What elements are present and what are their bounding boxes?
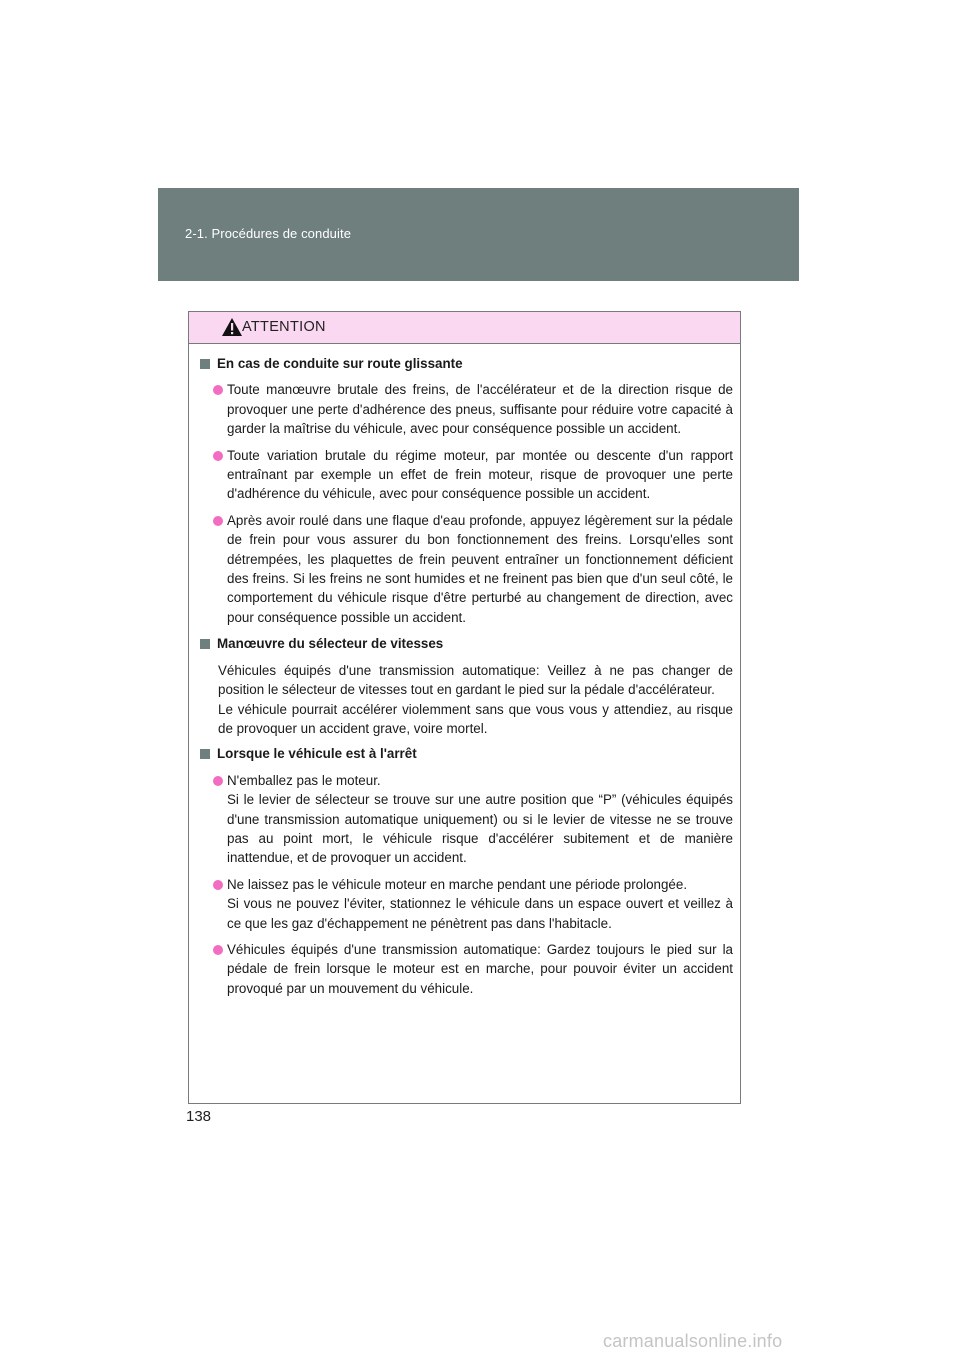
dot-bullet-icon	[213, 945, 223, 955]
dot-bullet-icon	[213, 776, 223, 786]
list-item: Ne laissez pas le véhicule moteur en marche pendant une période prolongée. Si vous ne pouvez l'éviter, stationnez le véhicule dans un espace ouvert et veillez à ce que les gaz d'échappement ne pénètrent pas dans l'habitacle.	[199, 875, 733, 933]
warning-header	[189, 312, 740, 344]
watermark: carmanualsonline.info	[603, 1331, 783, 1351]
dot-bullet-icon	[213, 516, 223, 526]
warning-triangle-icon	[221, 317, 243, 337]
section-heading: En cas de conduite sur route glissante	[199, 354, 733, 373]
list-item: Après avoir roulé dans une flaque d'eau profonde, appuyez légèrement sur la pédale de frein pour vous assurer du bon fonctionnement des freins. Lorsqu'elles sont détrempées, les plaquettes de frein peuvent entraîner un fonctionnement déficient des freins. Si les freins ne sont humides et ne freinent pas bien que d'un seul côté, le comportement du véhicule risque d'être perturbé au changement de direction, avec pour conséquence possible un accident.	[199, 511, 733, 627]
section-header-band	[158, 188, 799, 281]
list-item: N'emballez pas le moteur. Si le levier de sélecteur se trouve sur une autre position que “P” (véhicules équipés d'une transmission automatique uniquement) ou si le levier de vitesse ne se trouve pas au point mort, le véhicule risque d'accélérer subitement et de manière inattendue, et de provoquer un accident.	[199, 771, 733, 868]
list-item: Toute variation brutale du régime moteur, par montée ou descente d'un rapport entraînant par exemple un effet de frein moteur, risque de provoquer une perte d'adhérence du véhicule, avec pour conséquence possible un accident.	[199, 446, 733, 504]
square-bullet-icon	[200, 359, 210, 369]
warning-body	[189, 344, 740, 998]
square-bullet-icon	[200, 639, 210, 649]
warning-box	[188, 311, 741, 1104]
section-heading: Lorsque le véhicule est à l'arrêt	[199, 744, 733, 763]
warning-title: ATTENTION	[242, 319, 326, 335]
dot-bullet-icon	[213, 880, 223, 890]
dot-bullet-icon	[213, 451, 223, 461]
dot-bullet-icon	[213, 385, 223, 395]
section-heading: Manœuvre du sélecteur de vitesses	[199, 634, 733, 653]
list-item: Toute manœuvre brutale des freins, de l'accélérateur et de la direction risque de provoquer une perte d'adhérence des pneus, suffisante pour réduire votre capacité à garder la maîtrise du véhicule, avec pour conséquence possible un accident.	[199, 380, 733, 438]
square-bullet-icon	[200, 749, 210, 759]
list-item: Véhicules équipés d'une transmission automatique: Gardez toujours le pied sur la pédale de frein lorsque le moteur est en marche, pour pouvoir éviter un accident provoqué par un mouvement du véhicule.	[199, 940, 733, 998]
page-number: 138	[186, 1108, 212, 1125]
paragraph: Véhicules équipés d'une transmission automatique: Veillez à ne pas changer de position le sélecteur de vitesses tout en gardant le pied sur la pédale d'accélérateur. Le véhicule pourrait accélérer violemment sans que vous vous y attendiez, au risque de provoquer un accident grave, voire mortel.	[218, 662, 733, 736]
section-title: 2-1. Procédures de conduite	[185, 226, 352, 241]
